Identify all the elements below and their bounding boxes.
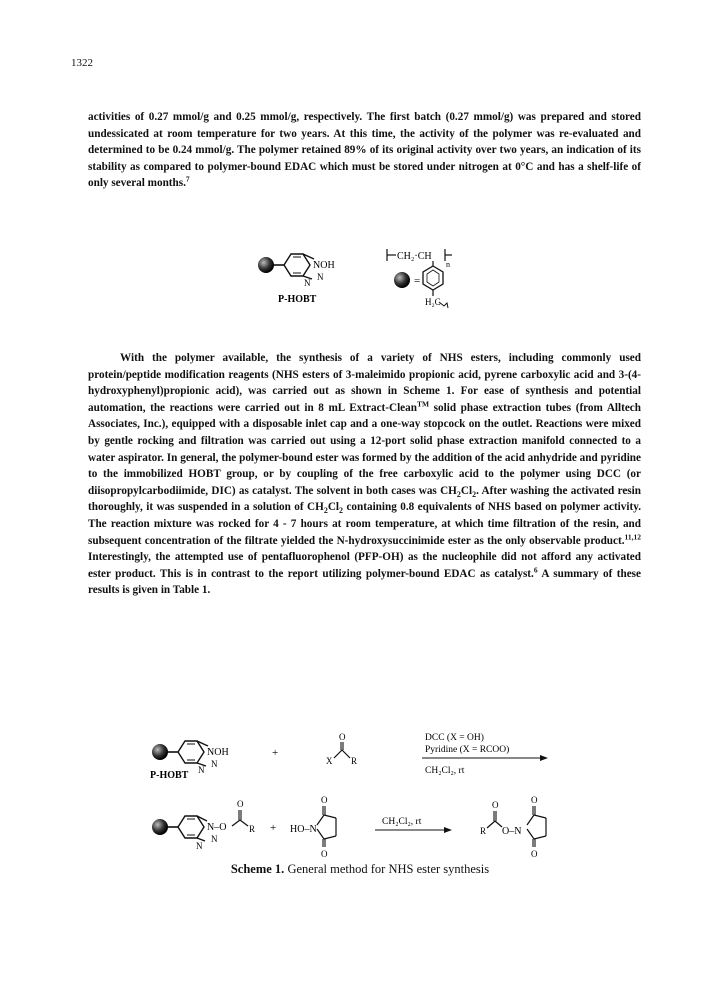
ho-n-label: HO–N: [290, 824, 317, 835]
p-hobt-label: P-HOBT: [150, 770, 189, 781]
scheme-1-reference: Scheme 1: [403, 385, 452, 398]
n-label: N: [211, 834, 218, 844]
oxygen-label: O: [492, 800, 499, 810]
oxygen-label: O: [531, 849, 538, 858]
paragraph-1-text: activities of 0.27 mmol/g and 0.25 mmol/g, respectively. The first batch (0.27 mmol/g) was prepared and stored undessicated at room temperature for two years. At this time, the activity of the polymer was re-evaluated and determined to be 0.24 mmol/g. The polymer retained 89% of its original activity over two years, an indication of its stability as compared to polymer-bound EDAC which must be stored under nitrogen at 0°C and has a shelf-life of only several months.: [88, 111, 641, 190]
reference-7: 7: [185, 174, 190, 184]
reference-6: 6: [533, 564, 538, 574]
subscript: 2: [472, 489, 477, 499]
scheme-caption: [0, 862, 720, 877]
r-label: R: [249, 824, 256, 834]
subscript-n: n: [446, 260, 450, 269]
p2-text-3: solid phase extraction tubes (from Alltech Associates, Inc.), equipped with a disposable inlet cap and a one-way stopcock on the outlet. Reactions were mixed by gentle rocking and filtration was carried out using a 12-port solid phase extraction manifold connected to a water aspirator. In general, the polymer-bound ester was formed by the addition of the acid anhydride and pyridine to the immobilized HOBT group, or by coupling of the free carboxylic acid to the polymer using DCC (or diisopropylcarbodiimide, DIC) as catalyst. The solvent in both cases was CH: [88, 401, 641, 497]
noh-label: NOH: [313, 260, 335, 271]
p2-text-9: A summary of these results is given in: [88, 567, 641, 597]
condition-dcc: DCC (X = OH): [425, 733, 484, 743]
resin-bead-icon: [152, 744, 168, 760]
reference-11-12: 11,12: [624, 531, 641, 541]
nn-label: N: [196, 841, 203, 851]
scheme-caption-text: General method for NHS ester synthesis: [284, 862, 490, 876]
r-label: R: [480, 826, 487, 836]
oxygen-label: O: [531, 795, 538, 805]
solvent-condition: CH₂Cl₂, rt: [425, 766, 465, 776]
p2-text-6: Cl: [327, 501, 340, 514]
polymer-repeat-unit: CH₂·CH: [397, 251, 432, 262]
n-label: N: [317, 272, 324, 282]
resin-bead-icon: [152, 819, 168, 835]
nn-label: N: [198, 765, 205, 775]
oxygen-label: O: [321, 795, 328, 805]
x-label: X: [326, 756, 333, 766]
p-hobt-structure-figure: [240, 240, 480, 312]
page-number: 1322: [71, 57, 93, 69]
scheme-1-reaction: [150, 728, 590, 858]
equals-sign: =: [414, 275, 421, 287]
n-label: N: [211, 759, 218, 769]
p2-text-8: Interestingly, the attempted use of pentafluorophenol (PFP-OH) as the nucleophile did not afford any activated ester product. This is in contrast to the report utilizing polymer-bound EDAC as catalyst.: [88, 551, 641, 580]
h2c-label: H₂C: [425, 297, 441, 307]
subscript: 2: [323, 506, 328, 516]
scheme-caption-label: Scheme 1.: [230, 862, 285, 876]
paragraph-1: [88, 109, 641, 192]
plus-sign: +: [272, 747, 279, 759]
nn-label: N: [304, 278, 311, 288]
noh-label: NOH: [207, 747, 229, 758]
p2-text-1: With the polymer available, the synthesis of a variety of NHS esters, including commonly used protein/peptide modification reagents (NHS esters of 3-maleimido propionic acid, pyrene carboxylic acid and 3-(4-hydroxyphenyl)propionic acid), was carried out as shown in: [88, 352, 641, 398]
oxygen-label: O: [237, 799, 244, 809]
paragraph-2: [88, 350, 641, 599]
p2-text-5: . After washing the activated resin thoroughly, it was suspended in a solution of CH: [88, 484, 641, 514]
subscript: 2: [456, 489, 461, 499]
resin-bead-icon: [394, 272, 410, 288]
p2-text-10: .: [207, 584, 211, 597]
table-1-reference: Table 1: [172, 584, 208, 597]
condition-pyridine: Pyridine (X = RCOO): [425, 745, 510, 755]
p2-text-7: containing 0.8 equivalents of NHS based on polymer activity. The reaction mixture was rocked for 4 - 7 hours at room temperature, at which time filtration of the resin, and subsequent concentration of the filtrate yielded the N-hydroxysuccinimide ester as the only observable product.: [88, 501, 641, 547]
plus-sign: +: [270, 822, 277, 834]
subscript: 2: [339, 506, 344, 516]
oxygen-label: O: [339, 732, 346, 742]
p2-text-2: . For ease of synthesis and potential automation, the reactions were carried out in 8 mL Extract-Clean: [88, 385, 641, 414]
n-o-label: N–O: [207, 822, 227, 833]
p2-text-4: Cl: [460, 484, 473, 497]
solvent-condition: CH₂Cl₂, rt: [382, 817, 422, 827]
r-label: R: [351, 756, 358, 766]
p-hobt-label: P-HOBT: [278, 294, 317, 305]
oxygen-label: O: [321, 849, 328, 858]
trademark-mark: TM: [416, 399, 430, 409]
resin-bead-icon: [258, 257, 274, 273]
o-n-label: O–N: [502, 826, 522, 837]
